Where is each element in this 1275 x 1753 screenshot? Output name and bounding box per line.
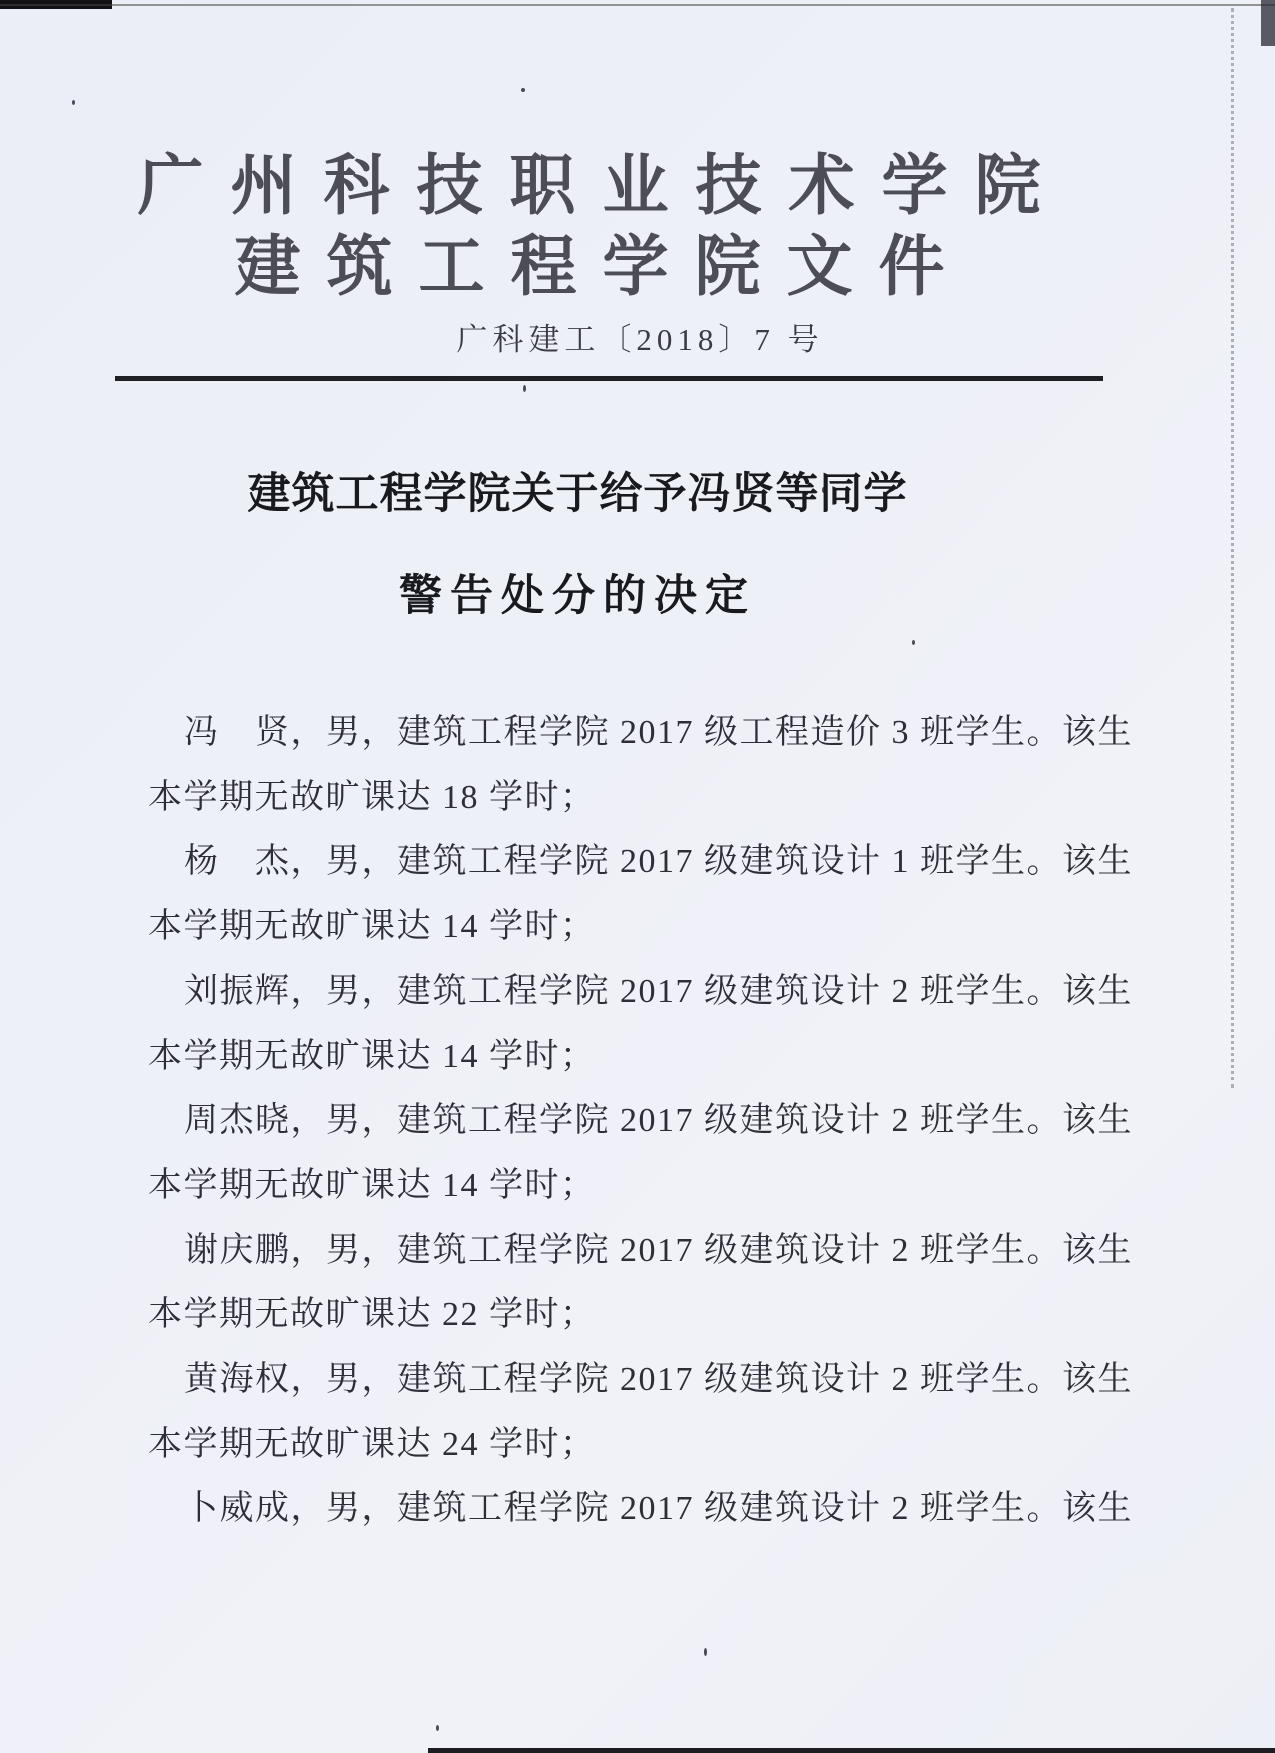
scan-corner-smudge — [1261, 0, 1275, 46]
paragraph-line: 本学期无故旷课达 24 学时； — [148, 1425, 596, 1463]
student-paragraph — [148, 830, 1153, 959]
scan-speck — [521, 88, 525, 92]
paragraph-line: 本学期无故旷课达 18 学时； — [148, 778, 596, 816]
paragraph-line: 卜威成，男，建筑工程学院 2017 级建筑设计 2 班学生。该生 — [184, 1490, 1133, 1528]
paragraph-line: 本学期无故旷课达 14 学时； — [148, 1166, 596, 1204]
document-number: 广科建工〔2018〕7 号 — [456, 322, 824, 357]
paragraph-line: 刘振辉，男，建筑工程学院 2017 级建筑设计 2 班学生。该生 — [184, 972, 1133, 1010]
paragraph-line: 黄海权，男，建筑工程学院 2017 级建筑设计 2 班学生。该生 — [184, 1361, 1133, 1399]
letterhead-org-name — [0, 146, 1205, 308]
document-title-line1: 建筑工程学院关于给予冯贤等同学 — [247, 470, 908, 518]
scan-speck — [704, 1648, 707, 1656]
paragraph-line: 周杰晓，男，建筑工程学院 2017 级建筑设计 2 班学生。该生 — [184, 1102, 1133, 1140]
student-paragraph — [148, 1477, 1153, 1542]
paragraph-line: 谢庆鹏，男，建筑工程学院 2017 级建筑设计 2 班学生。该生 — [184, 1231, 1133, 1269]
scan-speck — [72, 100, 75, 105]
letterhead-divider-rule — [115, 376, 1103, 381]
scan-top-edge-line — [0, 4, 1275, 6]
scan-bottom-edge-line — [428, 1748, 1275, 1753]
student-paragraph — [148, 1348, 1153, 1477]
paragraph-line: 杨 杰，男，建筑工程学院 2017 级建筑设计 1 班学生。该生 — [184, 843, 1133, 881]
student-paragraph — [148, 1219, 1153, 1348]
scan-speck — [912, 640, 915, 645]
scan-paper-edge-line — [1231, 8, 1234, 1088]
paragraph-line: 本学期无故旷课达 14 学时； — [148, 1037, 596, 1075]
document-body — [148, 701, 1153, 1542]
paragraph-line: 冯 贤，男，建筑工程学院 2017 级工程造价 3 班学生。该生 — [184, 714, 1133, 751]
student-paragraph — [148, 701, 1153, 830]
org-name-line1: 广州科技职业技术学院 — [137, 150, 1068, 223]
scan-speck — [523, 385, 526, 392]
document-title-line2: 警告处分的决定 — [399, 572, 756, 620]
scan-speck — [436, 1725, 439, 1731]
student-paragraph — [148, 1089, 1153, 1218]
paragraph-line: 本学期无故旷课达 14 学时； — [148, 908, 596, 946]
paragraph-line: 本学期无故旷课达 22 学时； — [148, 1296, 596, 1334]
student-paragraph — [148, 960, 1153, 1089]
org-name-line2: 建筑工程学院文件 — [234, 231, 971, 304]
